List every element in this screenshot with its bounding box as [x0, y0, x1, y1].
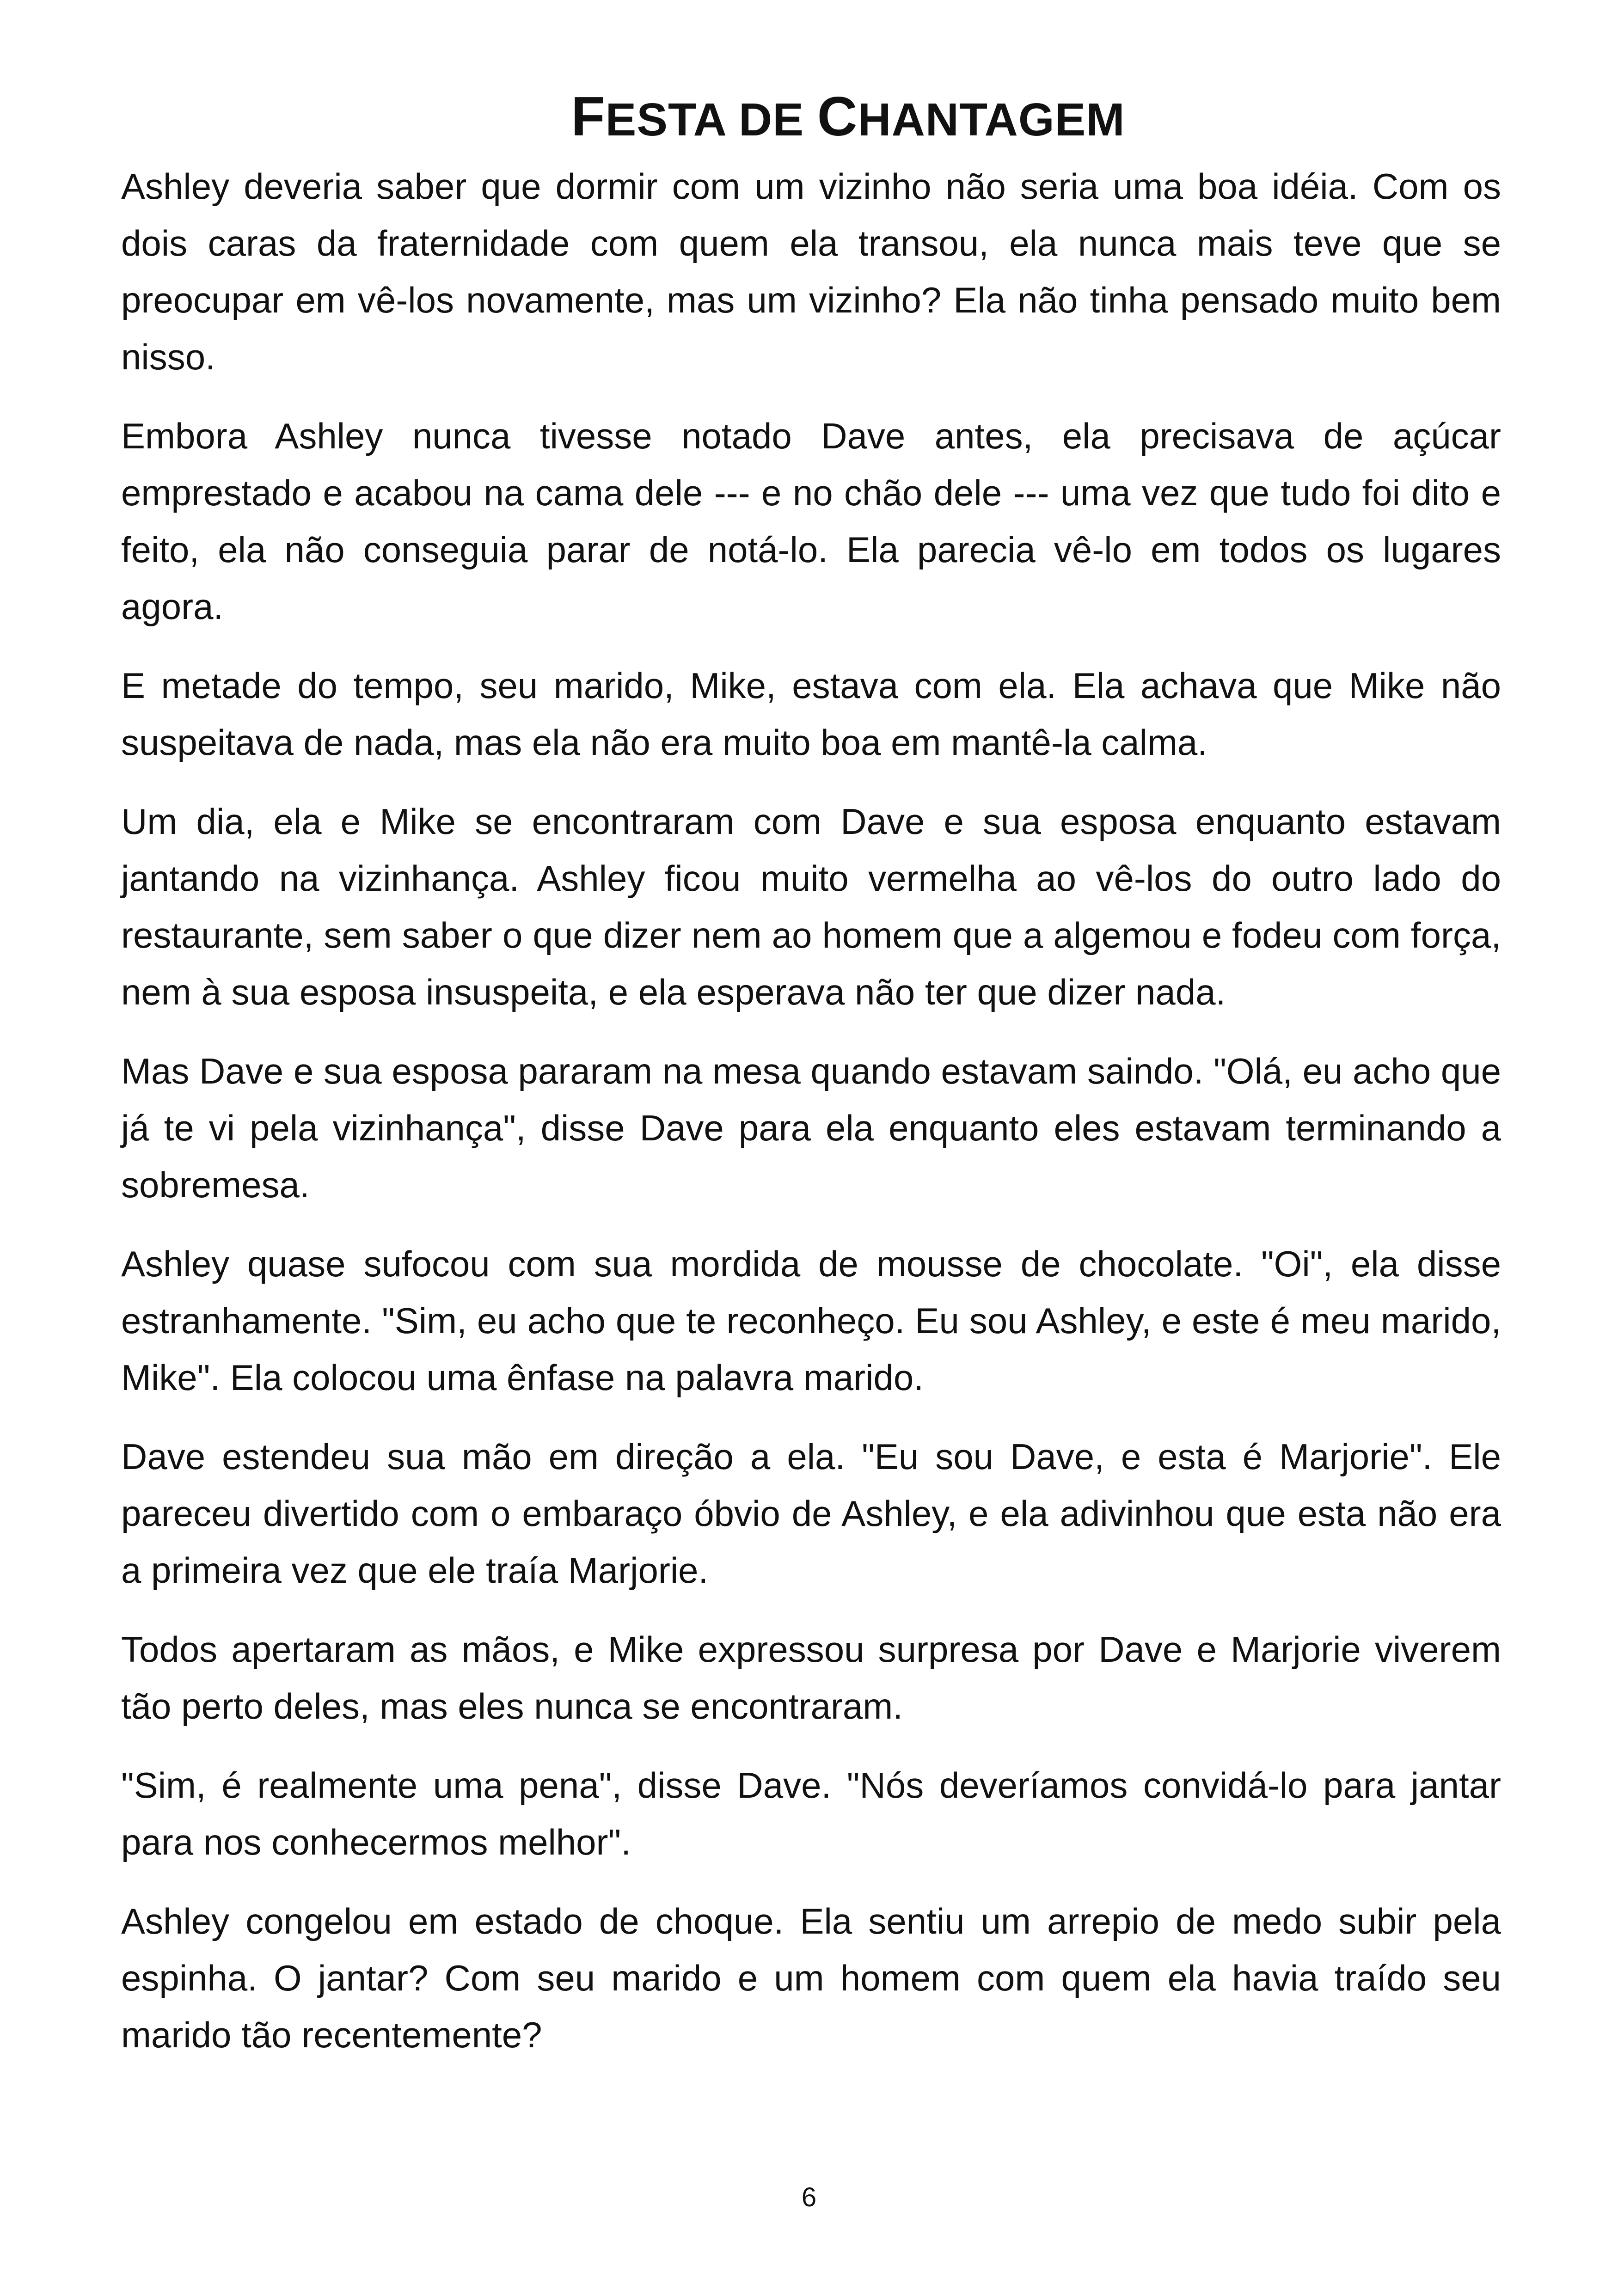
title-text-2: HANTAGEM	[858, 94, 1125, 146]
title-initial-1: F	[571, 86, 606, 147]
page-number: 6	[801, 2182, 817, 2212]
paragraph-3: E metade do tempo, seu marido, Mike, estava com ela. Ela achava que Mike não suspeitava de nada, mas ela não era muito boa em mantê-la calma.	[121, 665, 1501, 763]
chapter-title	[121, 83, 1501, 150]
paragraph-2: Embora Ashley nunca tivesse notado Dave antes, ela precisava de açúcar emprestado e acabou na cama dele --- e no chão dele --- uma vez que tudo foi dito e feito, ela não conseguia parar de notá-lo. Ela parecia vê-lo em todos os lugares agora.	[121, 416, 1501, 627]
paragraph-10: Ashley congelou em estado de choque. Ela sentiu um arrepio de medo subir pela espinha. O jantar? Com seu marido e um homem com quem ela havia traído seu marido tão recentemente?	[121, 1901, 1501, 2055]
title-text-1: ESTA DE	[605, 94, 817, 146]
paragraph-5: Mas Dave e sua esposa pararam na mesa quando estavam saindo. "Olá, eu acho que já te vi pela vizinhança", disse Dave para ela enquanto eles estavam terminando a sobremesa.	[121, 1051, 1501, 1205]
paragraph-6: Ashley quase sufocou com sua mordida de mousse de chocolate. "Oi", ela disse estranhamente. "Sim, eu acho que te reconheço. Eu sou Ashley, e este é meu marido, Mike". Ela colocou uma ênfase na palavra marido.	[121, 1243, 1501, 1398]
paragraph-1: Ashley deveria saber que dormir com um vizinho não seria uma boa idéia. Com os dois caras da fraternidade com quem ela transou, ela nunca mais teve que se preocupar em vê-los novamente, mas um vizinho? Ela não tinha pensado muito bem nisso.	[121, 166, 1501, 377]
paragraph-4: Um dia, ela e Mike se encontraram com Dave e sua esposa enquanto estavam jantando na vizinhança. Ashley ficou muito vermelha ao vê-los do outro lado do restaurante, sem saber o que dizer nem ao homem que a algemou e fodeu com força, nem à sua esposa insuspeita, e ela esperava não ter que dizer nada.	[121, 801, 1501, 1012]
paragraph-7: Dave estendeu sua mão em direção a ela. "Eu sou Dave, e esta é Marjorie". Ele pareceu divertido com o embaraço óbvio de Ashley, e ela adivinhou que esta não era a primeira vez que ele traía Marjorie.	[121, 1436, 1501, 1591]
document-page	[121, 83, 1501, 2086]
title-initial-2: C	[817, 86, 858, 147]
paragraph-9: "Sim, é realmente uma pena", disse Dave. "Nós deveríamos convidá-lo para jantar para nos conhecermos melhor".	[121, 1765, 1501, 1862]
paragraph-8: Todos apertaram as mãos, e Mike expressou surpresa por Dave e Marjorie viverem tão perto deles, mas eles nunca se encontraram.	[121, 1629, 1501, 1727]
